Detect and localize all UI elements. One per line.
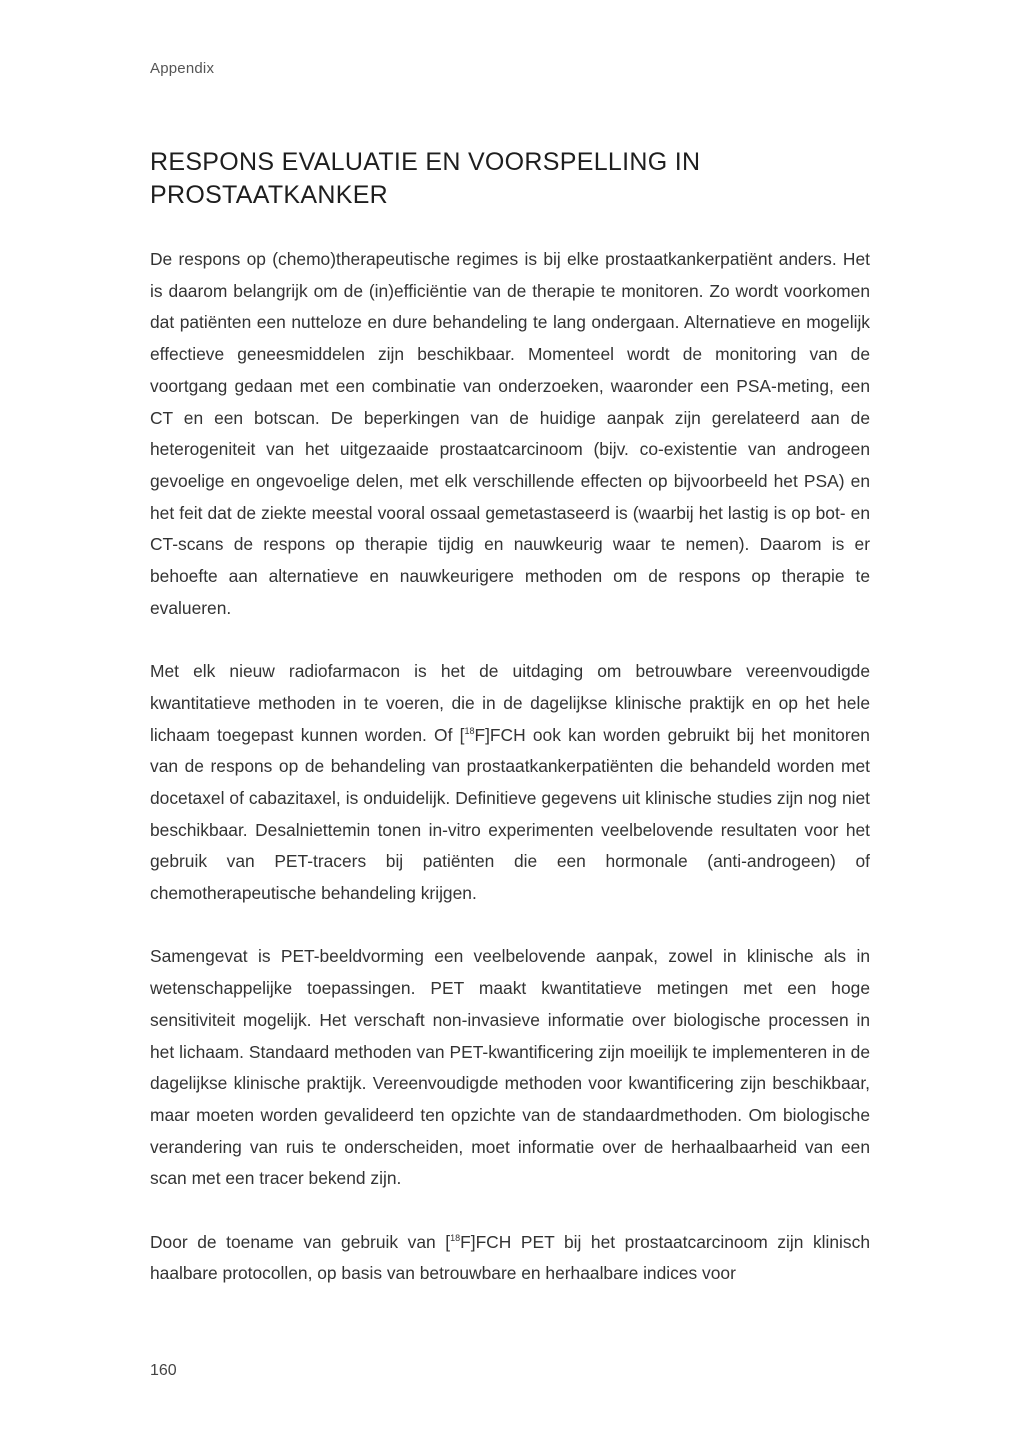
- paragraph-summary: Samengevat is PET-beeldvorming een veelbelovende aanpak, zowel in klinische als in wetenschappelijke toepassingen. PET maakt kwantitatieve metingen met een hoge sensitiviteit mogelijk. Het verschaft non-invasieve informatie over biologische processen in het lichaam. Standaard methoden van PET-kwantificering zijn moeilijk te implementeren in de dagelijkse klinische praktijk. Vereenvoudigde methoden voor kwantificering zijn beschikbaar, maar moeten worden gevalideerd ten opzichte van de standaardmethoden. Om biologische verandering van ruis te onderscheiden, moet informatie over de herhaalbaarheid van een scan met een tracer bekend zijn.: [150, 946, 870, 1189]
- isotope-superscript: 18: [464, 725, 475, 736]
- paragraph-text-segment: F]FCH ook kan worden gebruikt bij het monitoren van de respons op de behandeling van prostaatkankerpatiënten die behandeld worden met docetaxel of cabazitaxel, is onduidelijk. Definitieve gegevens uit klinische studies zijn nog niet beschikbaar. Desalniettemin tonen in-vitro experimenten veelbelovende resultaten voor het gebruik van PET-tracers bij patiënten die een hormonale (anti-androgeen) of chemotherapeutische behandeling krijgen.: [150, 724, 870, 904]
- paragraph-text-segment: Met elk nieuw radiofarmacon is het de uitdaging om betrouwbare vereenvoudigde kwantitatieve methoden in te voeren, die in de dagelijkse klinische praktijk en op het hele lichaam toegepast kunnen worden. Of [: [150, 661, 870, 745]
- running-header: Appendix: [150, 60, 215, 77]
- chapter-title: RESPONS EVALUATIE EN VOORSPELLING IN PROSTAATKANKER: [150, 148, 701, 209]
- body-text: [150, 244, 870, 1322]
- paragraph-fch-pet: [150, 1227, 870, 1290]
- paragraph-text-segment: F]FCH PET bij het prostaatcarcinoom zijn klinisch haalbare protocollen, op basis van betrouwbare en herhaalbare indices voor: [150, 1231, 870, 1284]
- paragraph-response-evaluation: De respons op (chemo)therapeutische regimes is bij elke prostaatkankerpatiënt anders. Het is daarom belangrijk om de (in)efficiëntie van de therapie te monitoren. Zo wordt voorkomen dat patiënten een nutteloze en dure behandeling te lang ondergaan. Alternatieve en mogelijk effectieve geneesmiddelen zijn beschikbaar. Momenteel wordt de monitoring van de voortgang gedaan met een combinatie van onderzoeken, waaronder een PSA-meting, een CT en een botscan. De beperkingen van de huidige aanpak zijn gerelateerd aan de heterogeniteit van het uitgezaaide prostaatcarcinoom (bijv. co-existentie van androgeen gevoelige en ongevoelige delen, met elk verschillende effecten op bijvoorbeeld het PSA) en het feit dat de ziekte meestal vooral ossaal gemetastaseerd is (waarbij het lastig is op bot- en CT-scans de respons op therapie tijdig en nauwkeurig waar te nemen). Daarom is er behoefte aan alternatieve en nauwkeurigere methoden om de respons op therapie te evalueren.: [150, 249, 870, 618]
- page-number: 160: [150, 1362, 177, 1379]
- paragraph-text-segment: Door de toename van gebruik van [: [150, 1231, 451, 1252]
- paragraph-radiopharmaceutical: [150, 656, 870, 910]
- isotope-superscript: 18: [450, 1232, 461, 1243]
